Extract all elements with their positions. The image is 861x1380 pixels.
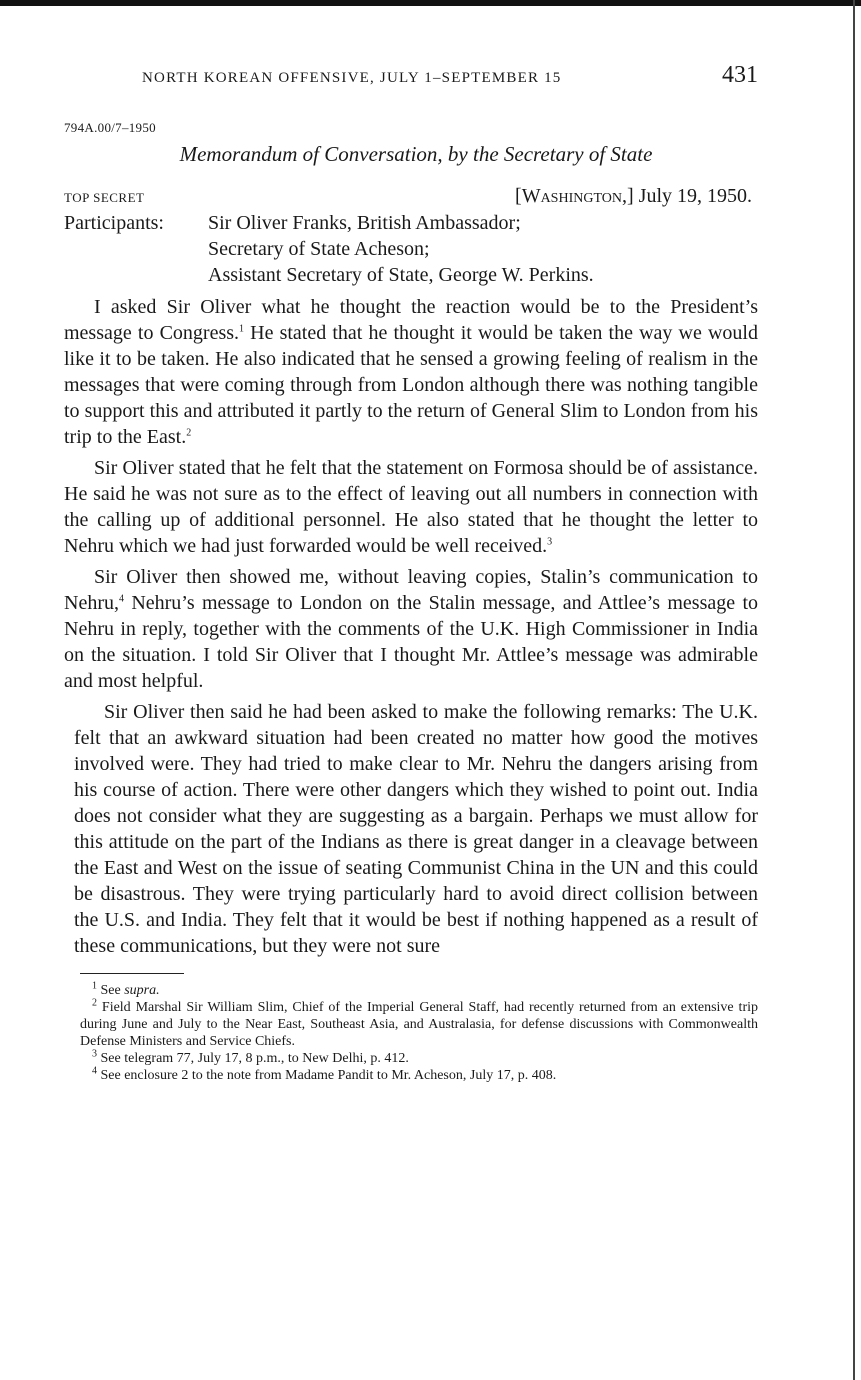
footnote-mark: 2 — [92, 997, 97, 1009]
participants-list — [208, 210, 594, 288]
classification-label: TOP SECRET — [64, 190, 145, 205]
classification-row — [64, 185, 758, 208]
participant-item: Sir Oliver Franks, British Ambassador; — [208, 212, 521, 234]
footnote-mark: 4 — [92, 1065, 97, 1077]
top-border-rule — [0, 0, 861, 6]
paragraph-text: Sir Oliver stated that he felt that the statement on Formosa should be of assistance. He said he was not sure as to the effect of leaving out all numbers in connection with the calling up of additional personnel. He also stated that he thought the letter to Nehru which we had just forwarded would be well received. — [64, 457, 758, 557]
footnotes — [80, 982, 758, 1084]
footnote — [80, 1050, 758, 1067]
running-head-title: NORTH KOREAN OFFENSIVE, JULY 1–SEPTEMBER 15 — [142, 70, 562, 86]
footnote-mark: 1 — [92, 980, 97, 992]
footnote-text: See enclosure 2 to the note from Madame Pandit to Mr. Acheson, July 17, p. 408. — [97, 1068, 557, 1083]
paragraph — [64, 455, 758, 559]
paragraph — [64, 294, 758, 450]
footnote-text: See telegram 77, July 17, 8 p.m., to New Delhi, p. 412. — [97, 1051, 409, 1066]
footnote-ref[interactable]: 2 — [186, 427, 192, 439]
file-number: 794A.00/7–1950 — [64, 120, 156, 135]
dateline-date: July 19, 1950. — [638, 185, 752, 207]
participant-item: Secretary of State Acheson; — [208, 238, 430, 260]
footnote — [80, 999, 758, 1050]
memorandum-body — [64, 294, 758, 959]
dateline-place: Washington, — [521, 185, 627, 207]
paragraph-text: Sir Oliver then showed me, without leaving copies, Stalin’s communication to Nehru, — [64, 566, 758, 614]
dateline: [Washington,] July 19, 1950. — [515, 185, 752, 207]
right-page-edge — [853, 0, 855, 1380]
page-number: 431 — [722, 62, 758, 88]
footnote-mark: 3 — [92, 1048, 97, 1060]
footnote-text: See — [97, 983, 125, 998]
participants-block — [64, 210, 758, 288]
paragraph: Sir Oliver then said he had been asked to make the following remarks: The U.K. felt that an awkward situation had been created no matter how good the motives involved were. They had tried to make clear to Mr. Nehru the dangers arising from his course of action. There were other dangers which they wished to point out. India does not consider what they are suggesting as a bargain. Perhaps we must allow for this attitude on the part of the Indians as there is great danger in a cleavage between the East and West on the issue of seating Communist China in the UN and this could be disastrous. They were trying particularly hard to avoid direct collision between the U.S. and India. They felt that it would be best if nothing happened as a result of these communications, but they were not sure — [74, 701, 758, 957]
footnote — [80, 982, 758, 999]
footnote — [80, 1067, 758, 1084]
paragraph-text: I asked Sir Oliver what he thought the reaction would be to the President’s message to Congress. — [64, 296, 758, 344]
participant-item: Assistant Secretary of State, George W. Perkins. — [208, 264, 594, 286]
footnote-text: Field Marshal Sir William Slim, Chief of the Imperial General Staff, had recently returned from an extensive trip during June and July to the Near East, Southeast Asia, and Australasia, for defense discussions with Commonwealth Defense Ministers and Service Chiefs. — [80, 1000, 758, 1049]
paragraph-text: He stated that he thought it would be taken the way we would like it to be taken. He also indicated that he sensed a growing feeling of realism in the messages that were coming through from London although there was nothing tangible to support this and attributed it partly to the return of General Slim to London from his trip to the East. — [64, 322, 758, 448]
footnote-ref[interactable]: 4 — [118, 593, 124, 605]
footnote-ref[interactable]: 3 — [547, 536, 553, 548]
document-title: Memorandum of Conversation, by the Secretary of State — [179, 142, 653, 166]
footnote-ref[interactable]: 1 — [239, 323, 245, 335]
paragraph — [64, 564, 758, 694]
footnote-divider — [80, 973, 184, 974]
running-head — [142, 62, 758, 96]
participants-label: Participants: — [64, 212, 164, 234]
paragraph-text: Nehru’s message to London on the Stalin message, and Attlee’s message to Nehru in reply, together with the comments of the U.K. High Commissioner in India on the situation. I told Sir Oliver that I thought Mr. Attlee’s message was admirable and most helpful. — [64, 592, 758, 692]
footnote-italic-text: supra. — [124, 983, 160, 998]
document-page — [64, 62, 758, 1084]
